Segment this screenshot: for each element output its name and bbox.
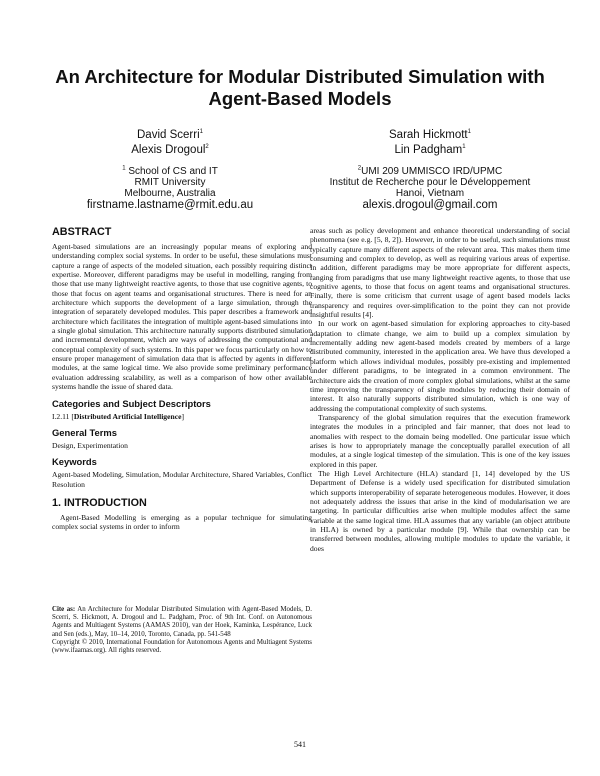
author-email: firstname.lastname@rmit.edu.au [86, 199, 254, 211]
author-block-right [300, 128, 560, 212]
author-affiliation: $^2$UMI 209 UMMISCO IRD/UPMC Institut de Recherche pour le Développement Hanoi, Vietnam [329, 165, 531, 199]
body-paragraph: areas such as policy development and enhance theoretical understanding of social phenomena (see e.g. [5, 8, 2]). However, in order to be useful, such simulations must typically capture many different aspects of the relevant area. This makes them time consuming and complex to develop, as well as requiring various areas of expertise. In addition, different paradigms may be more appropriate for different aspects, ranging from paradigms that use many lightweight reactive agents, to those that use cognitive agents, to those that focus on agent teams and organisational structures. Finally, there is some criticism that current usage of agent based models lacks transparency and requires over-simplification to the point they can not provide insightful results [4]. [310, 226, 570, 320]
abstract-heading: ABSTRACT [52, 226, 112, 238]
abstract-text: Agent-based simulations are an increasingly popular means of exploring and understanding complex social systems. In order to be useful, these simulations must capture a range of aspects of the modeled situation, each possibly requiring distinct expertise. Moreover, different paradigms may be useful in modelling, ranging from those that use many lightweight reactive agents, to those that use cognitive agents, to those that focus on agent teams and organisational structures. There is need for an architecture which supports the development of a large simulation, through the integration of separately developed modules. This paper describes a framework and architecture which facilitates the integration of multiple agent-based simulations into a single global simulation. This architecture naturally supports distributed simulation and incremental development, which are ways of addressing the computational and conceptual complexity of such systems. In this paper we focus particularly on how to ensure proper management of simulation data that is affected by agents in different modules, at the same logical time. We also provide some preliminary performance evaluation addressing scalability, as well as a comparison of how other available systems handle the issue of shared data. [52, 242, 312, 392]
author-affiliation: $^1$ School of CS and IT RMIT University Melbourne, Australia [122, 165, 218, 199]
categories-text: I.2.11 [Distributed Artificial Intelligence] [52, 411, 184, 421]
author-block-left [60, 128, 280, 212]
author-name: Sarah Hickmott$^1$ [389, 129, 471, 141]
cite-text: Cite as: An Architecture for Modular Distributed Simulation with Agent-Based Models, D. Scerri, S. Hickmott, A. Drogoul and L. Padgham, Proc. of 9th Int. Conf. on Autonomous Agents and Multiagent Systems (AAMAS 2010), van der Hoek, Kaminka, Lespérance, Luck and Sen (eds.), May, 10–14, 2010, Toronto, Canada, pp. 541-548 [52, 606, 313, 638]
introduction-text: Agent-Based Modelling is emerging as a popular technique for simulating complex social systems in order to inform [52, 512, 312, 532]
general-terms-text: Design, Experimentation [52, 440, 128, 450]
copyright-text: Copyright © 2010, International Foundation for Autonomous Agents and Multiagent Systems (www.ifaamas.org). All rights reserved. [52, 638, 312, 655]
right-column [310, 226, 570, 553]
author-name: Alexis Drogoul$^2$ [131, 144, 209, 156]
paper-title: An Architecture for Modular Distributed Simulation with Agent-Based Models [55, 66, 545, 109]
keywords-heading: Keywords [52, 456, 97, 468]
general-terms-heading: General Terms [52, 426, 117, 438]
body-paragraph: Transparency of the global simulation requires that the execution framework integrates the modules in a principled and fair manner, that does not lead to anomalies with respect to the domain being modelled. One particular issue which arises is how to appropriately manage the conceptually parallel execution of all modules, at a single logical timestep of the simulation. This is one of the key issues explored in this paper. [310, 412, 570, 469]
body-paragraph: In our work on agent-based simulation for exploring approaches to city-based adaptation to climate change, we aim to build up a complex simulation by incrementally adding new agent-based models created by members of a large distributed community, interested in the application area. We have thus developed a platform which allows individual modules, possibly pre-existing and implemented under different paradigms, to be integrated in a common environment. The architecture aids the creation of more complex global simulations, whilst at the same time improving the transparency of single modules by reducing their domain of interest. It also naturally supports distributed simulation, which is one way of addressing the computational complexity of such systems. [310, 319, 570, 413]
author-email: alexis.drogoul@gmail.com [362, 199, 498, 211]
author-name: Lin Padgham$^1$ [394, 144, 466, 156]
categories-heading: Categories and Subject Descriptors [52, 397, 211, 409]
body-paragraph: The High Level Architecture (HLA) standard [1, 14] developed by the US Department of Defense is a widely used specification for distributed simulation which supports interoperability of separate heterogeneous modules. However, it does not adequately address the issues that arise in the kind of modularisation we are targeting. In particular difficulties arise when multiple modules affect the same variable at the same logical time. HLA assumes that any variable (an object attribute in HLA) is owned by a particular module [9]. While that ownership can be transferred between modules, allowing multiple modules to update the variable, it does [310, 468, 570, 553]
introduction-heading: 1. INTRODUCTION [52, 496, 147, 509]
citation-footnote [52, 606, 312, 655]
left-column [52, 226, 312, 532]
page-number: 541 [294, 740, 306, 749]
keywords-text: Agent-based Modeling, Simulation, Modular Architecture, Shared Variables, Conflict Resolution [52, 470, 312, 489]
author-name: David Scerri$^1$ [137, 129, 203, 141]
